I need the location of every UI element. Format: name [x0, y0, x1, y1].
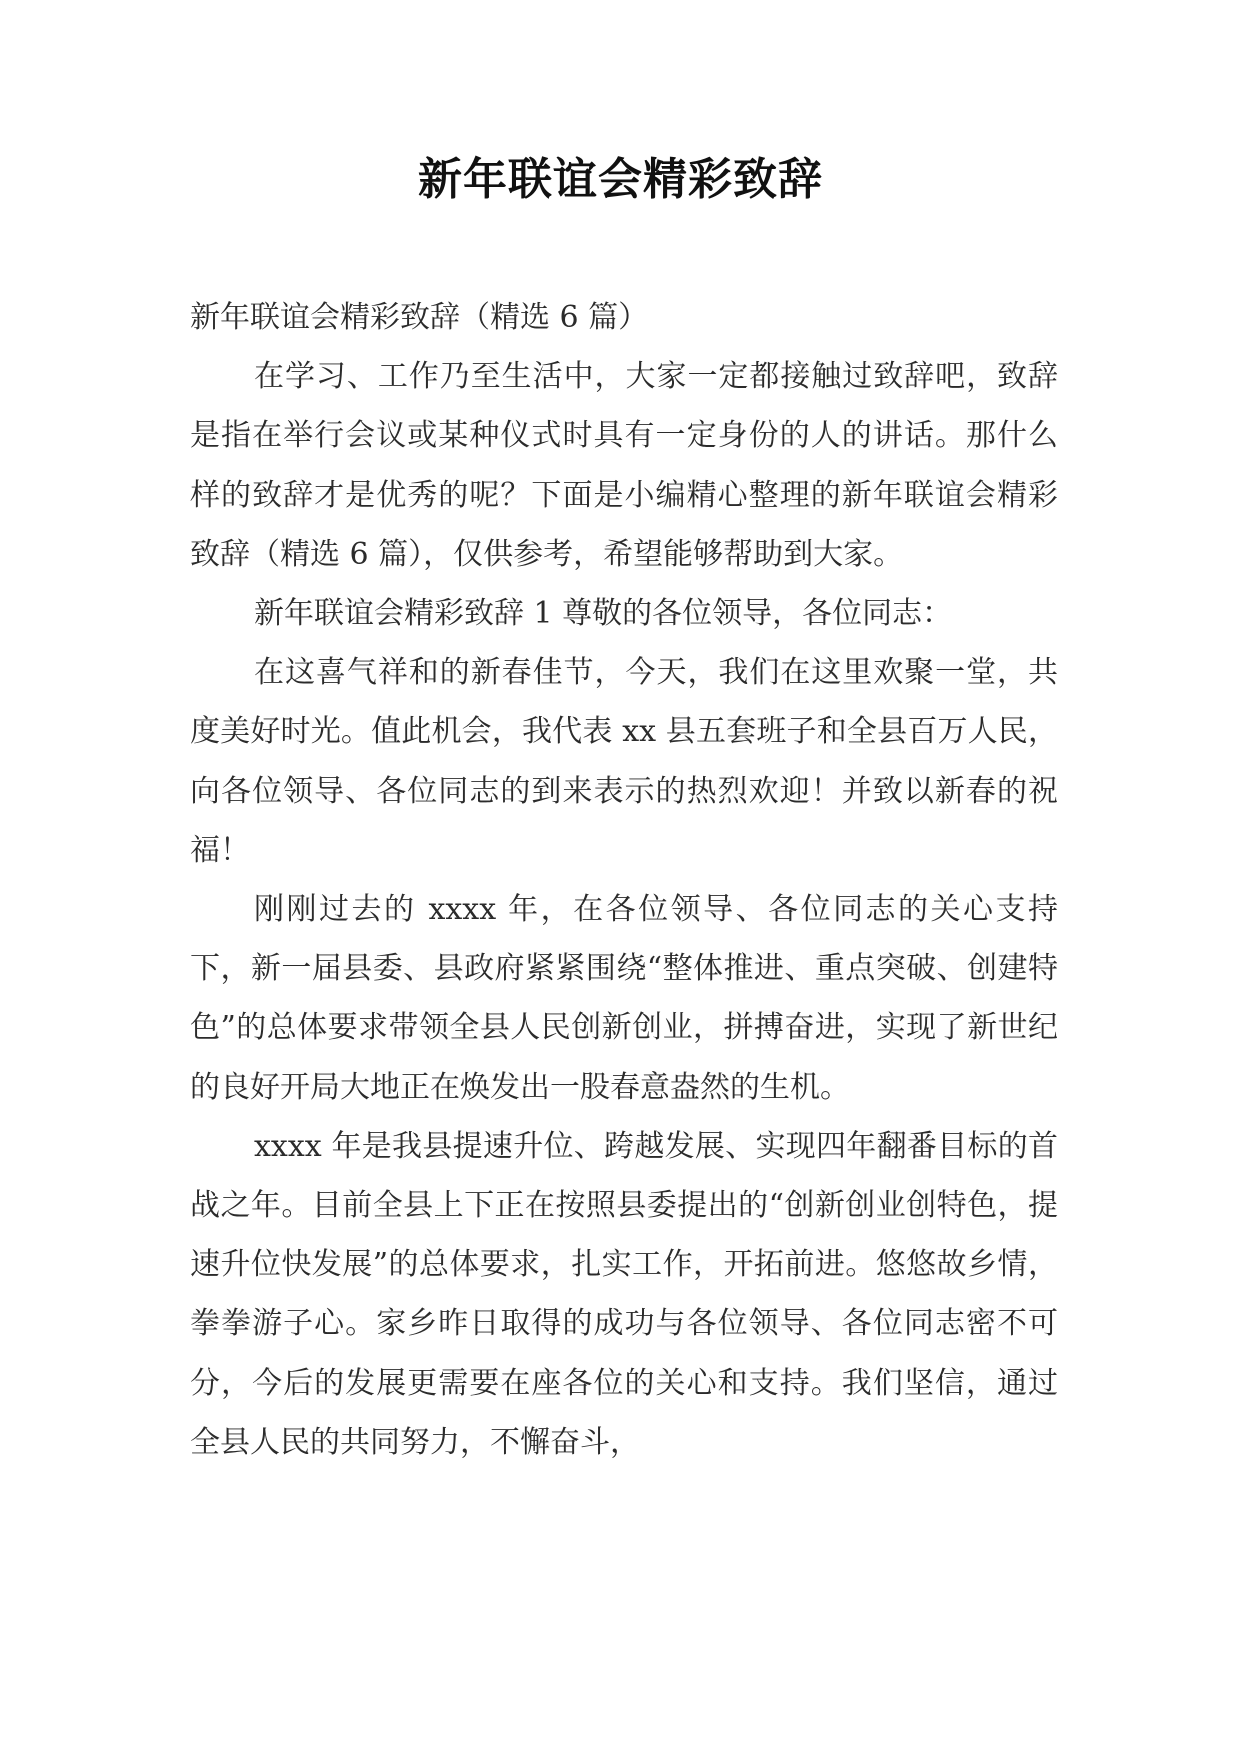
intro-paragraph: 在学习、工作乃至生活中，大家一定都接触过致辞吧，致辞是指在举行会议或某种仪式时具有一定身份的人的讲话。那什么样的致辞才是优秀的呢？下面是小编精心整理的新年联谊会精彩致辞（精选 6 篇），仅供参考，希望能够帮助到大家。: [190, 359, 1058, 572]
body-paragraph: 在这喜气祥和的新春佳节，今天，我们在这里欢聚一堂，共度美好时光。值此机会，我代表 xx 县五套班子和全县百万人民，向各位领导、各位同志的到来表示的热烈欢迎！并致以新春的祝福！: [190, 655, 1058, 868]
document-title: 新年联谊会精彩致辞: [418, 154, 823, 205]
subtitle-paragraph: 新年联谊会精彩致辞（精选 6 篇）: [190, 300, 649, 335]
document-body: [190, 288, 1058, 1472]
speech-heading-paragraph: 新年联谊会精彩致辞 1 尊敬的各位领导，各位同志：: [254, 596, 953, 632]
body-paragraph: 刚刚过去的 xxxx 年，在各位领导、各位同志的关心支持下，新一届县委、县政府紧紧围绕“整体推进、重点突破、创建特色”的总体要求带领全县人民创新创业，拼搏奋进，实现了新世纪的良好开局大地正在焕发出一股春意盎然的生机。: [190, 892, 1058, 1105]
body-paragraph: xxxx 年是我县提速升位、跨越发展、实现四年翻番目标的首战之年。目前全县上下正在按照县委提出的“创新创业创特色，提速升位快发展”的总体要求，扎实工作，开拓前进。悠悠故乡情，拳拳游子心。家乡昨日取得的成功与各位领导、各位同志密不可分，今后的发展更需要在座各位的关心和支持。我们坚信，通过全县人民的共同努力，不懈奋斗，: [190, 1128, 1058, 1460]
